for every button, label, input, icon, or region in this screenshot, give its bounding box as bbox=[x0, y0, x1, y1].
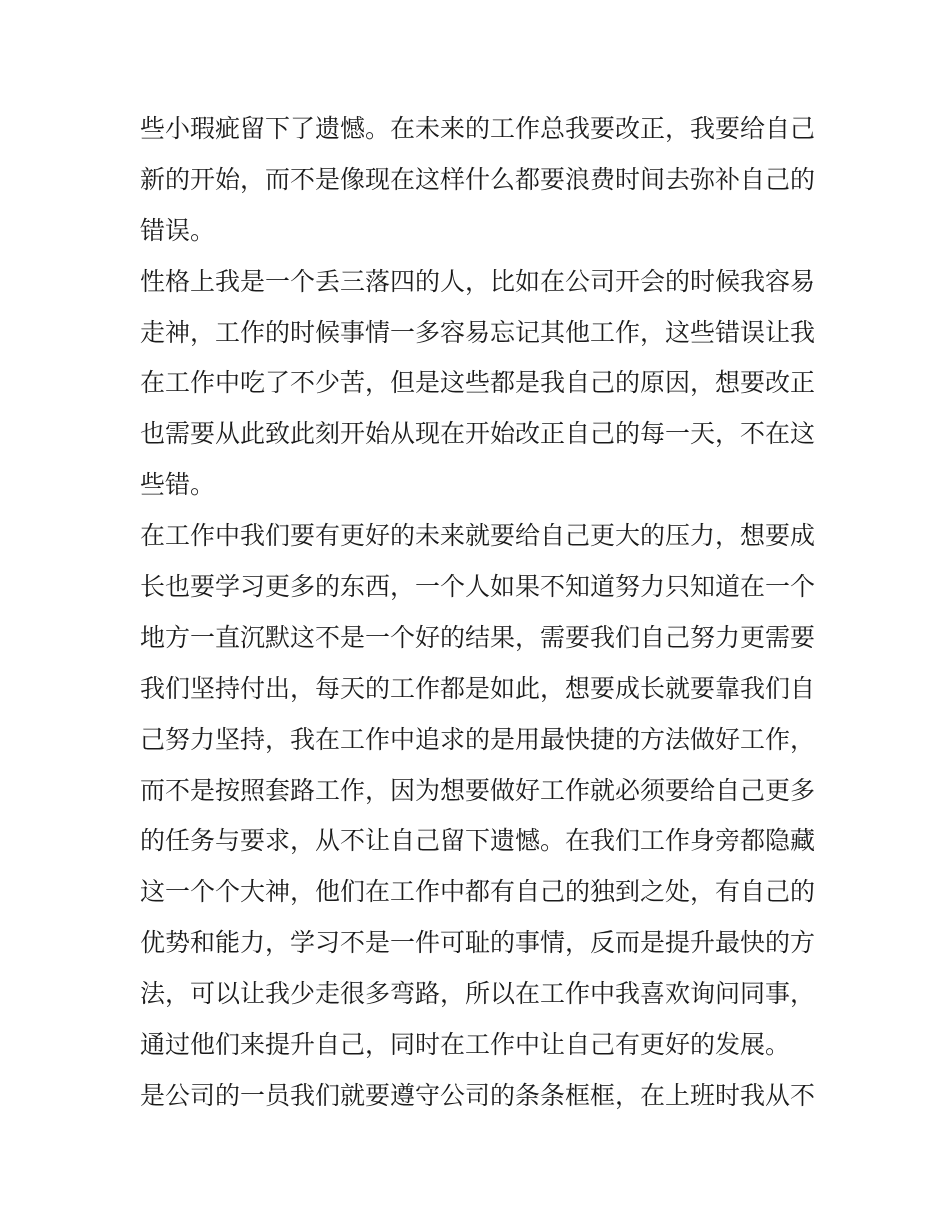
text-line: 通过他们来提升自己，同时在工作中让自己有更好的发展。 bbox=[140, 1030, 791, 1060]
text-line: 走神，工作的时候事情一多容易忘记其他工作，这些错误让我 bbox=[140, 317, 816, 347]
text-line: 长也要学习更多的东西，一个人如果不知道努力只知道在一个 bbox=[140, 572, 816, 602]
text-line: 性格上我是一个丢三落四的人，比如在公司开会的时候我容易 bbox=[140, 266, 816, 296]
text-line: 也需要从此致此刻开始从现在开始改正自己的每一天，不在这 bbox=[140, 419, 816, 449]
text-line: 我们坚持付出，每天的工作都是如此，想要成长就要靠我们自 bbox=[140, 673, 816, 703]
document-body bbox=[140, 104, 816, 1122]
text-line: 的任务与要求，从不让自己留下遗憾。在我们工作身旁都隐藏 bbox=[140, 826, 816, 856]
text-line: 在工作中吃了不少苦，但是这些都是我自己的原因，想要改正 bbox=[140, 368, 816, 398]
text-line: 些错。 bbox=[140, 470, 216, 500]
text-line: 优势和能力，学习不是一件可耻的事情，反而是提升最快的方 bbox=[140, 928, 816, 958]
text-line: 新的开始，而不是像现在这样什么都要浪费时间去弥补自己的 bbox=[140, 164, 816, 194]
paragraph-4 bbox=[140, 1071, 816, 1122]
paragraph-2 bbox=[140, 257, 816, 511]
paragraph-3 bbox=[140, 511, 816, 1071]
text-line: 在工作中我们要有更好的未来就要给自己更大的压力，想要成 bbox=[140, 521, 816, 551]
paragraph-1 bbox=[140, 104, 816, 257]
text-line: 己努力坚持，我在工作中追求的是用最快捷的方法做好工作， bbox=[140, 724, 816, 754]
text-line: 是公司的一员我们就要遵守公司的条条框框，在上班时我从不 bbox=[140, 1080, 816, 1110]
text-line: 法，可以让我少走很多弯路，所以在工作中我喜欢询问同事， bbox=[140, 979, 816, 1009]
text-line: 些小瑕疵留下了遗憾。在未来的工作总我要改正，我要给自己 bbox=[140, 114, 816, 143]
text-line: 地方一直沉默这不是一个好的结果，需要我们自己努力更需要 bbox=[140, 622, 816, 652]
text-line: 错误。 bbox=[140, 215, 216, 245]
text-line: 这一个个大神，他们在工作中都有自己的独到之处，有自己的 bbox=[140, 877, 816, 907]
text-line: 而不是按照套路工作，因为想要做好工作就必须要给自己更多 bbox=[140, 775, 816, 805]
